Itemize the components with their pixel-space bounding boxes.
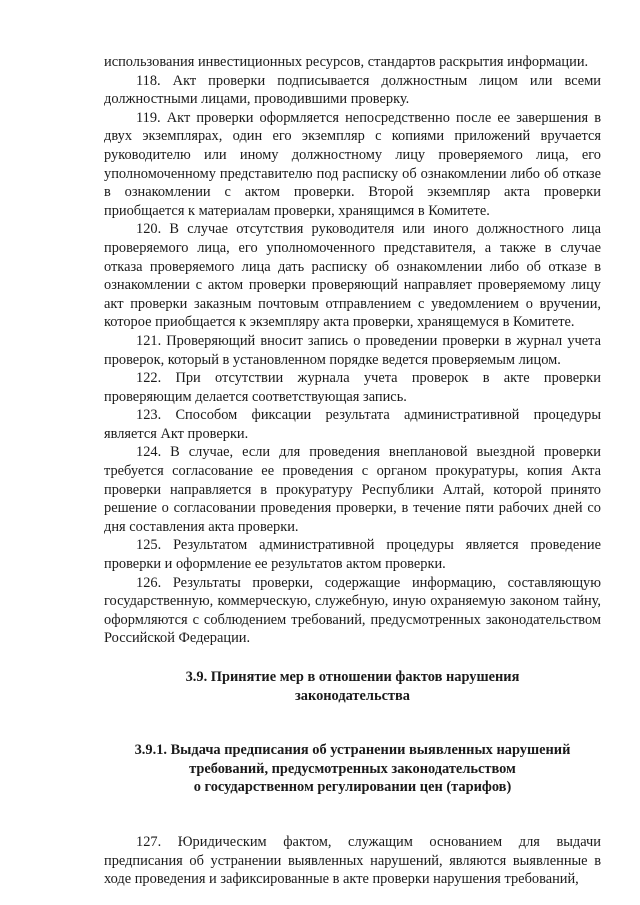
section-heading-3-9-line-1: 3.9. Принятие мер в отношении фактов нарушения xyxy=(185,669,520,685)
section-heading-3-9-1-line-2: требований, предусмотренных законодательством xyxy=(189,760,516,777)
paragraph-122: 122. При отсутствии журнала учета проверок в акте проверки проверяющим делается соответствующая запись. xyxy=(104,370,601,405)
paragraph-123: 123. Способом фиксации результата административной процедуры является Акт проверки. xyxy=(104,407,601,442)
section-heading-3-9-line-2: законодательства xyxy=(294,687,410,704)
paragraph-continuation: использования инвестиционных ресурсов, стандартов раскрытия информации. xyxy=(104,54,589,70)
section-heading-3-9-1-line-1: 3.9.1. Выдача предписания об устранении выявленных нарушений xyxy=(134,742,571,759)
section-heading-3-9-1-line-3: о государственном регулировании цен (тарифов) xyxy=(193,779,512,796)
paragraph-121: 121. Проверяющий вносит запись о проведении проверки в журнал учета проверок, который в установленном порядке ведется проверяемым лицом. xyxy=(104,332,601,368)
paragraph-126: 126. Результаты проверки, содержащие информацию, составляющую государственную, коммерческую, служебную, иную охраняемую законом тайну, оформляются с соблюдением требований, предусмотренных законодательством Российской Федерации. xyxy=(104,574,601,647)
paragraph-124: 124. В случае, если для проведения внеплановой выездной проверки требуется согласование ее проведения с органом прокуратуры, копия Акта проверки направляется в прокуратуру Республики Алтай, которой принято решение о согласовании проведения проверки, в течение пяти рабочих дней со дня составления акта проверки. xyxy=(104,444,601,535)
paragraph-125: 125. Результатом административной процедуры является проведение проверки и оформление ее результатов актом проверки. xyxy=(104,537,601,573)
document-page xyxy=(104,53,601,889)
section-heading-3-9 xyxy=(104,668,601,705)
paragraph-127: 127. Юридическим фактом, служащим основанием для выдачи предписания об устранении выявленных нарушений, являются выявленные в ходе проведения и зафиксированные в акте проверки нарушения требований, xyxy=(104,833,601,888)
paragraph-119: 119. Акт проверки оформляется непосредственно после ее завершения в двух экземплярах, один его экземпляр с копиями приложений вручается руководителю или иному должностному лицу проверяемого лица, его уполномоченному представителю под расписку об ознакомлении либо об отказе в ознакомлении с актом проверки. Второй экземпляр акта проверки приобщается к материалам проверки, хранящимся в Комитете. xyxy=(104,109,601,219)
paragraph-120: 120. В случае отсутствия руководителя или иного должностного лица проверяемого лица, его уполномоченного представителя, а также в случае отказа проверяемого лица дать расписку об ознакомлении либо об отказе в ознакомлении с актом проверки проверяющий направляет проверяемому лицу акт проверки заказным почтовым отправлением с уведомлением о вручении, которое приобщается к экземпляру акта проверки, хранящемуся в Комитете. xyxy=(104,221,601,331)
paragraph-118: 118. Акт проверки подписывается должностным лицом или всеми должностными лицами, проводившими проверку. xyxy=(104,72,601,108)
section-heading-3-9-1 xyxy=(104,741,601,797)
